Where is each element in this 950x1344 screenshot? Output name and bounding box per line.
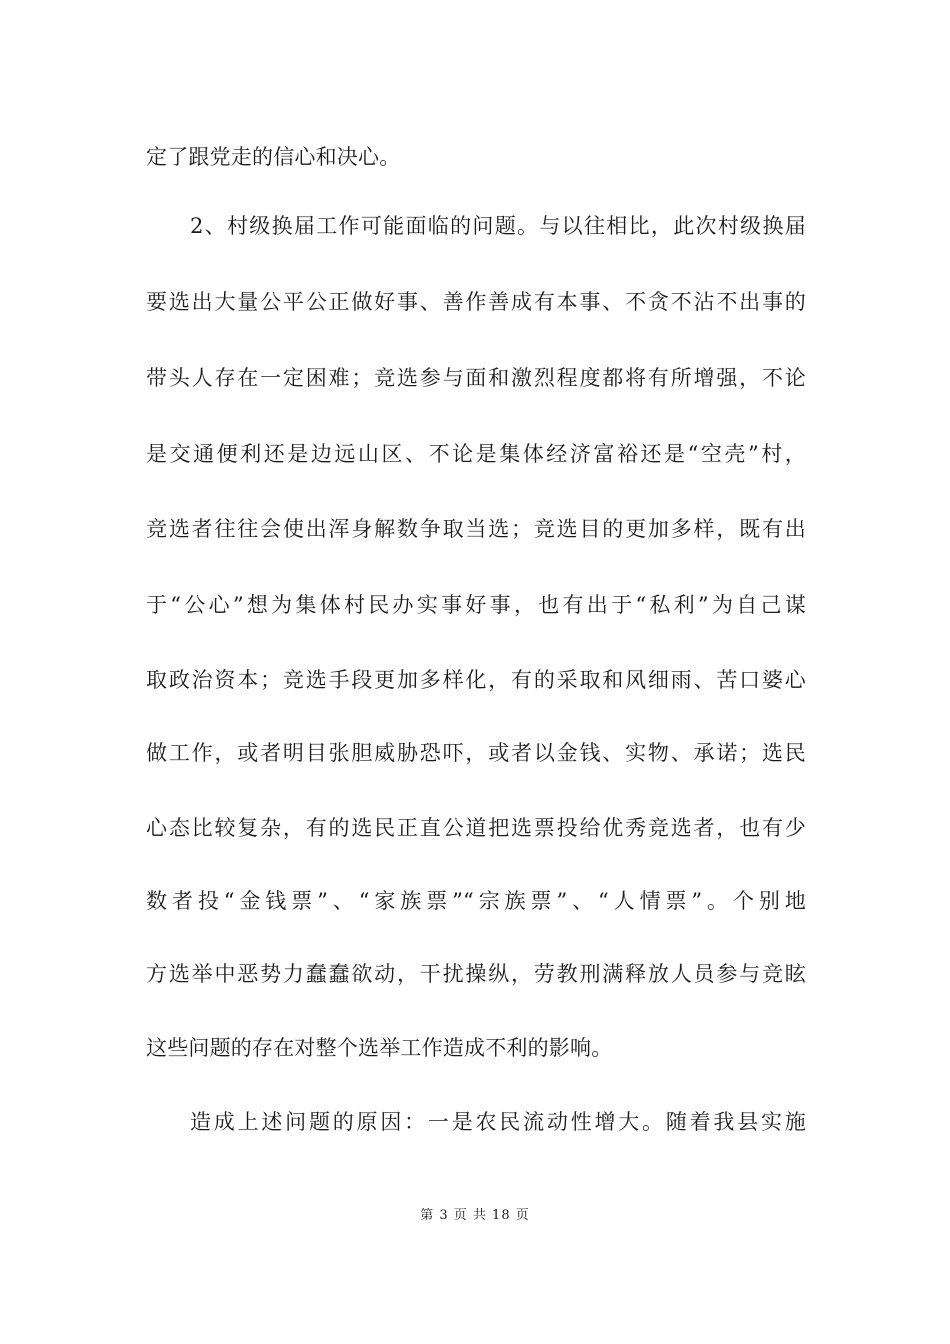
paragraph-line: 定了跟党走的信心和决心。 (146, 145, 401, 169)
paragraph-line: 竞选者往往会使出浑身解数争取当选；竞选目的更加多样，既有出 (146, 517, 806, 541)
paragraph-line: 要选出大量公平公正做好事、善作善成有本事、不贪不沾不出事的 (146, 290, 806, 314)
paragraph-line: 于“公心”想为集体村民办实事好事，也有出于“私利”为自己谋 (146, 593, 806, 617)
paragraph-line: 心态比较复杂，有的选民正直公道把选票投给优秀竞选者，也有少 (146, 816, 806, 840)
paragraph-line: 方选举中恶势力蠢蠢欲动，干扰操纵，劳教刑满释放人员参与竞眩 (146, 962, 806, 986)
paragraph-line: 2、村级换届工作可能面临的问题。与以往相比，此次村级换届 (190, 214, 806, 238)
paragraph-line: 取政治资本；竞选手段更加多样化，有的采取和风细雨、苦口婆心 (146, 668, 806, 692)
paragraph-line: 是交通便利还是边远山区、不论是集体经济富裕还是“空壳”村， (146, 442, 806, 466)
paragraph-line: 这些问题的存在对整个选举工作造成不利的影响。 (146, 1036, 613, 1060)
paragraph-line: 数者投“金钱票”、“家族票”“宗族票”、“人情票”。个别地 (146, 889, 806, 913)
paragraph-line: 做工作，或者明目张胆威胁恐吓，或者以金钱、实物、承诺；选民 (146, 741, 806, 765)
paragraph-line: 造成上述问题的原因：一是农民流动性增大。随着我县实施 (190, 1110, 806, 1134)
page-number-footer: 第 3 页 共 18 页 (420, 1208, 530, 1223)
paragraph-line: 带头人存在一定困难；竞选参与面和激烈程度都将有所增强，不论 (146, 366, 806, 390)
